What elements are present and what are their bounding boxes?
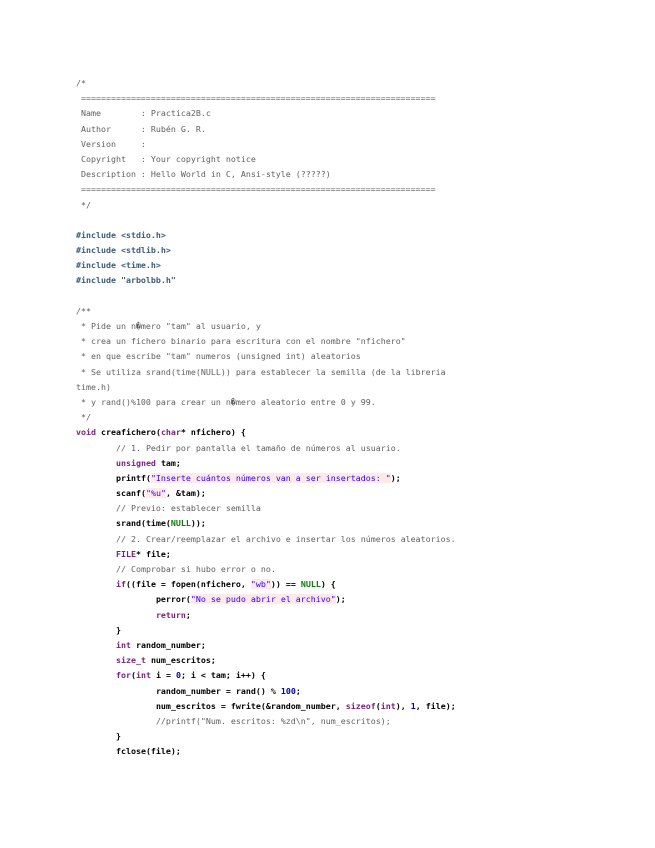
- code-comment: * y rand()%100 para crear un n�mero aleatorio entre 0 y 99.: [76, 396, 376, 407]
- code-function-name: creafichero: [100, 427, 156, 438]
- code-comment: /**: [76, 305, 91, 316]
- code-string: "Inserte cuántos números van a ser insertados: ": [150, 472, 391, 483]
- code-text: [76, 458, 116, 468]
- code-constant: NULL: [300, 579, 321, 590]
- code-comment: // Comprobar si hubo error o no.: [115, 564, 276, 574]
- code-line: [76, 243, 456, 258]
- code-comment: * crea un fichero binario para escritura con el nombre "nfichero": [76, 336, 406, 347]
- code-text: [76, 731, 116, 741]
- code-preprocessor: #include <stdio.h>: [76, 229, 166, 240]
- code-text: printf(: [115, 472, 151, 483]
- code-comment: Copyright : Your copyright notice: [76, 153, 256, 164]
- code-text: [76, 564, 116, 574]
- code-line: [76, 699, 456, 714]
- code-keyword: return: [155, 609, 186, 620]
- code-text: );: [335, 594, 346, 605]
- code-text: ((file = fopen(nfichero,: [125, 579, 251, 590]
- code-line: [76, 729, 456, 744]
- code-text: [76, 549, 116, 559]
- code-text: [76, 670, 116, 680]
- code-comment: * Se utiliza srand(time(NULL)) para establecer la semilla (de la libreria: [76, 366, 446, 377]
- code-text: )) ==: [270, 579, 301, 590]
- code-text: [76, 746, 116, 756]
- code-text: random_number;: [135, 639, 206, 650]
- code-constant: NULL: [170, 518, 191, 529]
- code-text: [76, 518, 116, 528]
- code-text: scanf(: [115, 488, 146, 499]
- code-text: ;: [295, 685, 301, 696]
- code-line: [76, 471, 456, 486]
- code-text: , &tam);: [165, 488, 206, 499]
- code-line: [76, 228, 456, 243]
- code-text: num_escritos;: [150, 655, 216, 666]
- code-type: int: [135, 670, 156, 681]
- code-comment: time.h): [76, 381, 111, 392]
- code-number: 100: [280, 685, 296, 696]
- code-line: [76, 76, 456, 91]
- code-text: num_escritos = fwrite(&random_number,: [155, 700, 346, 711]
- code-text: i =: [155, 670, 176, 681]
- code-preprocessor: #include <time.h>: [76, 260, 161, 271]
- code-line: [76, 395, 456, 410]
- code-text: perror(: [155, 594, 191, 605]
- code-line: [76, 410, 456, 425]
- code-text: (: [130, 670, 136, 681]
- code-text: [76, 610, 156, 620]
- code-type: char: [160, 427, 181, 438]
- code-comment: =======================================================================: [76, 184, 436, 195]
- code-line: [76, 516, 456, 531]
- code-line: [76, 258, 456, 273]
- code-line: [76, 319, 456, 334]
- code-text: * nfichero) {: [180, 427, 246, 438]
- code-line: [76, 365, 456, 380]
- code-text: (: [375, 700, 381, 711]
- code-text: );: [390, 472, 401, 483]
- code-text: [76, 534, 116, 544]
- code-line: [76, 744, 456, 759]
- code-type: unsigned: [115, 457, 161, 468]
- code-type: size_t: [115, 655, 151, 666]
- code-text: tam;: [160, 457, 181, 468]
- code-comment: Author : Rubén G. R.: [76, 123, 206, 134]
- code-line: [76, 623, 456, 638]
- code-line: [76, 198, 456, 213]
- code-comment: // 2. Crear/reemplazar el archivo e insertar los números aleatorios.: [115, 533, 456, 544]
- code-line: [76, 486, 456, 501]
- code-line: [76, 167, 456, 182]
- code-line: [76, 349, 456, 364]
- code-keyword: for: [115, 670, 131, 681]
- code-text: [76, 625, 116, 635]
- code-line: [76, 304, 456, 319]
- code-line: [76, 714, 456, 729]
- code-line: [76, 273, 456, 288]
- code-text: ));: [190, 518, 206, 529]
- code-text: [76, 594, 156, 604]
- code-string: "%u": [145, 488, 166, 499]
- code-line: [76, 182, 456, 197]
- code-text: [76, 686, 156, 696]
- code-comment: Name : Practica2B.c: [76, 108, 211, 119]
- code-text: }: [115, 624, 121, 635]
- code-line: [76, 668, 456, 683]
- code-text: [76, 655, 116, 665]
- code-comment: // 1. Pedir por pantalla el tamaño de números al usuario.: [115, 442, 401, 453]
- code-line: [76, 441, 456, 456]
- code-type: int: [380, 700, 396, 711]
- code-text: (: [155, 427, 161, 438]
- code-line: [76, 152, 456, 167]
- code-text: }: [115, 731, 121, 742]
- code-line: [76, 577, 456, 592]
- code-line: [76, 562, 456, 577]
- code-line: [76, 106, 456, 121]
- code-line: [76, 608, 456, 623]
- code-line: [76, 547, 456, 562]
- code-comment: */: [76, 412, 91, 423]
- source-code-listing: [76, 76, 456, 759]
- code-line: [76, 425, 456, 440]
- code-string: "No se pudo abrir el archivo": [190, 594, 336, 605]
- code-comment: * Pide un n�mero "tam" al usuario, y: [76, 321, 261, 331]
- code-text: ;: [185, 609, 191, 620]
- code-comment: */: [76, 199, 91, 210]
- code-text: fclose(file);: [115, 746, 181, 757]
- code-text: [76, 701, 156, 711]
- code-line: [76, 122, 456, 137]
- code-text: [76, 488, 116, 498]
- code-text: ),: [395, 700, 411, 711]
- code-comment: * en que escribe "tam" numeros (unsigned int) aleatorios: [76, 351, 361, 362]
- code-text: random_number = rand() %: [155, 685, 281, 696]
- code-line: [76, 334, 456, 349]
- code-type: int: [115, 639, 136, 650]
- code-line: [76, 289, 456, 304]
- code-type: FILE: [115, 548, 136, 559]
- code-line: [76, 638, 456, 653]
- code-line: [76, 501, 456, 516]
- code-text: [76, 503, 116, 513]
- code-string: "wb": [250, 579, 271, 590]
- code-text: [76, 640, 116, 650]
- code-keyword: sizeof: [345, 700, 376, 711]
- code-line: [76, 653, 456, 668]
- code-line: [76, 380, 456, 395]
- code-comment: =======================================================================: [76, 93, 436, 104]
- code-keyword: if: [115, 579, 126, 590]
- code-line: [76, 684, 456, 699]
- code-number: 1: [410, 700, 416, 711]
- code-line: [76, 137, 456, 152]
- code-comment: //printf("Num. escritos: %zd\n", num_escritos);: [155, 715, 391, 726]
- code-line: [76, 213, 456, 228]
- code-comment: Description : Hello World in C, Ansi-style (?????): [76, 169, 331, 180]
- code-line: [76, 91, 456, 106]
- code-text: * file;: [135, 548, 171, 559]
- code-line: [76, 456, 456, 471]
- code-keyword: void: [76, 427, 101, 438]
- code-number: 0: [175, 670, 181, 681]
- code-comment: /*: [76, 78, 86, 88]
- code-preprocessor: #include <stdlib.h>: [76, 245, 171, 256]
- code-line: [76, 592, 456, 607]
- code-text: ) {: [320, 579, 336, 590]
- code-text: srand(time(: [115, 518, 171, 529]
- code-preprocessor: #include "arbolbb.h": [76, 275, 176, 286]
- code-text: [76, 473, 116, 483]
- code-comment: // Previo: establecer semilla: [115, 503, 261, 514]
- code-line: [76, 532, 456, 547]
- code-comment: Version :: [76, 138, 146, 149]
- code-text: ; i < tam; i++) {: [180, 670, 266, 681]
- code-text: , file);: [415, 700, 456, 711]
- code-text: [76, 716, 156, 726]
- code-text: [76, 579, 116, 589]
- code-text: [76, 443, 116, 453]
